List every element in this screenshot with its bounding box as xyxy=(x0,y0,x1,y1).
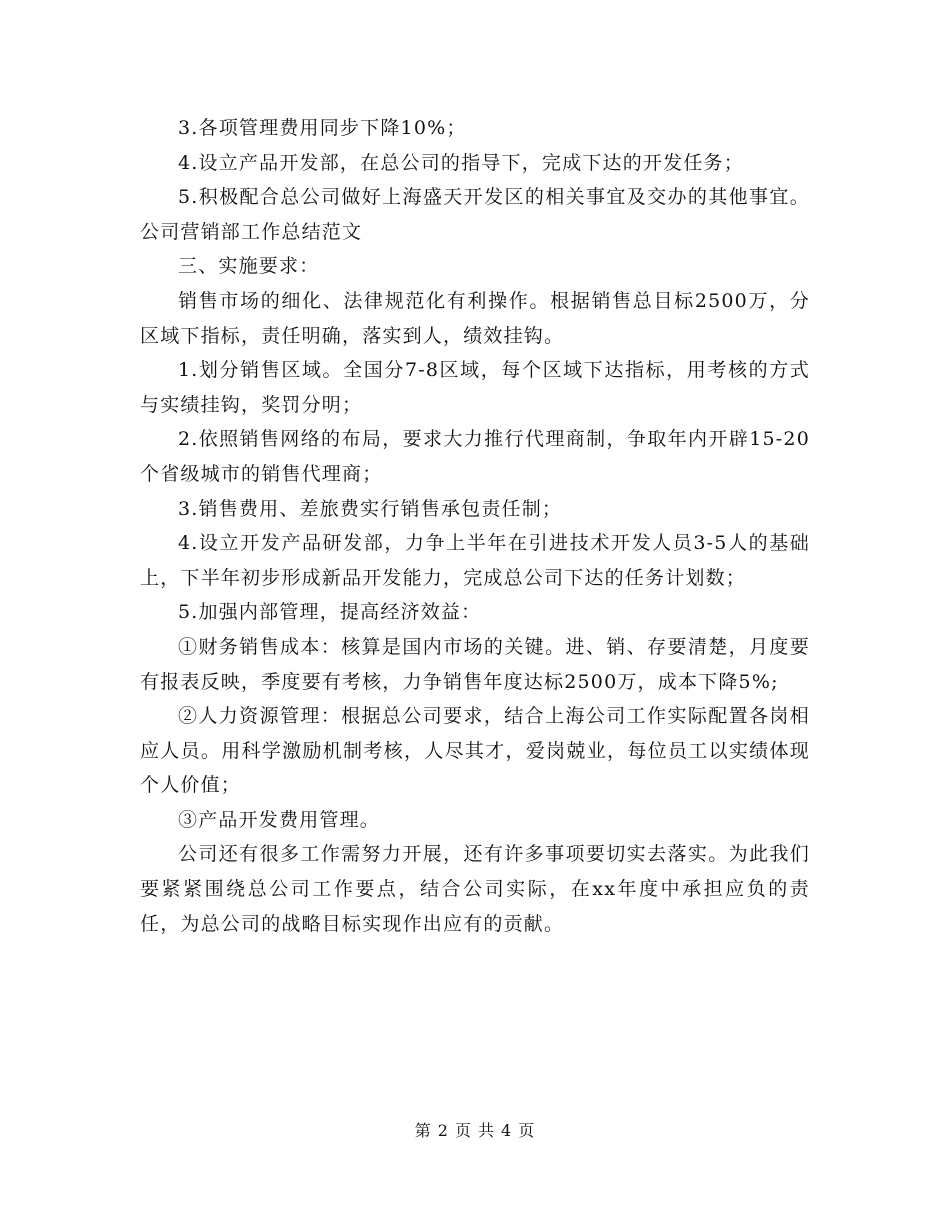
paragraph-internal-management: 5.加强内部管理，提高经济效益： xyxy=(178,601,482,624)
paragraph-conclusion: 公司还有很多工作需努力开展，还有许多事项要切实去落实。为此我们要紧紧围绕总公司工作要点，结合公司实际，在xx年度中承担应负的责任，为总公司的战略目标实现作出应有的贡献。 xyxy=(140,843,810,935)
footer-middle: 页 共 xyxy=(454,1121,496,1140)
paragraph-sales-regions: 1.划分销售区域。全国分7-8区域，每个区域下达指标，用考核的方式与实绩挂钩，奖罚分明； xyxy=(140,359,810,416)
paragraph-agent-network: 2.依照销售网络的布局，要求大力推行代理商制，争取年内开辟15-20个省级城市的销售代理商； xyxy=(140,428,810,485)
footer-prefix: 第 xyxy=(414,1121,432,1140)
page-footer xyxy=(0,1118,950,1141)
total-pages: 4 xyxy=(501,1121,513,1140)
paragraph-cost-reduction: 3.各项管理费用同步下降10%； xyxy=(178,117,467,139)
section-heading-requirements: 三、实施要求： xyxy=(178,255,320,278)
paragraph-rd-dept: 4.设立开发产品研发部，力争上半年在引进技术开发人员3-5人的基础上，下半年初步形成新品开发能力，完成总公司下达的任务计划数； xyxy=(140,532,810,589)
paragraph-shanghai-cooperation: 5.积极配合总公司做好上海盛天开发区的相关事宜及交办的其他事宜。公司营销部工作总结范文 xyxy=(140,186,810,243)
page-number: 2 xyxy=(437,1121,449,1140)
paragraph-hr-management: ②人力资源管理：根据总公司要求，结合上海公司工作实际配置各岗相应人员。用科学激励机制考核，人尽其才，爱岗兢业，每位员工以实绩体现个人价值； xyxy=(140,705,810,797)
document-body xyxy=(140,111,810,941)
paragraph-finance-cost: ①财务销售成本：核算是国内市场的关键。进、销、存要清楚，月度要有报表反映，季度要有考核，力争销售年度达标2500万，成本下降5%; xyxy=(140,635,810,693)
paragraph-sales-target: 销售市场的细化、法律规范化有利操作。根据销售总目标2500万，分区域下指标，责任明确，落实到人，绩效挂钩。 xyxy=(140,289,810,347)
paragraph-dev-expense: ③产品开发费用管理。 xyxy=(178,808,381,831)
footer-suffix: 页 xyxy=(518,1121,536,1140)
paragraph-sales-expenses: 3.销售费用、差旅费实行销售承包责任制； xyxy=(178,497,563,520)
paragraph-product-dept: 4.设立产品开发部，在总公司的指导下，完成下达的开发任务； xyxy=(178,151,744,174)
